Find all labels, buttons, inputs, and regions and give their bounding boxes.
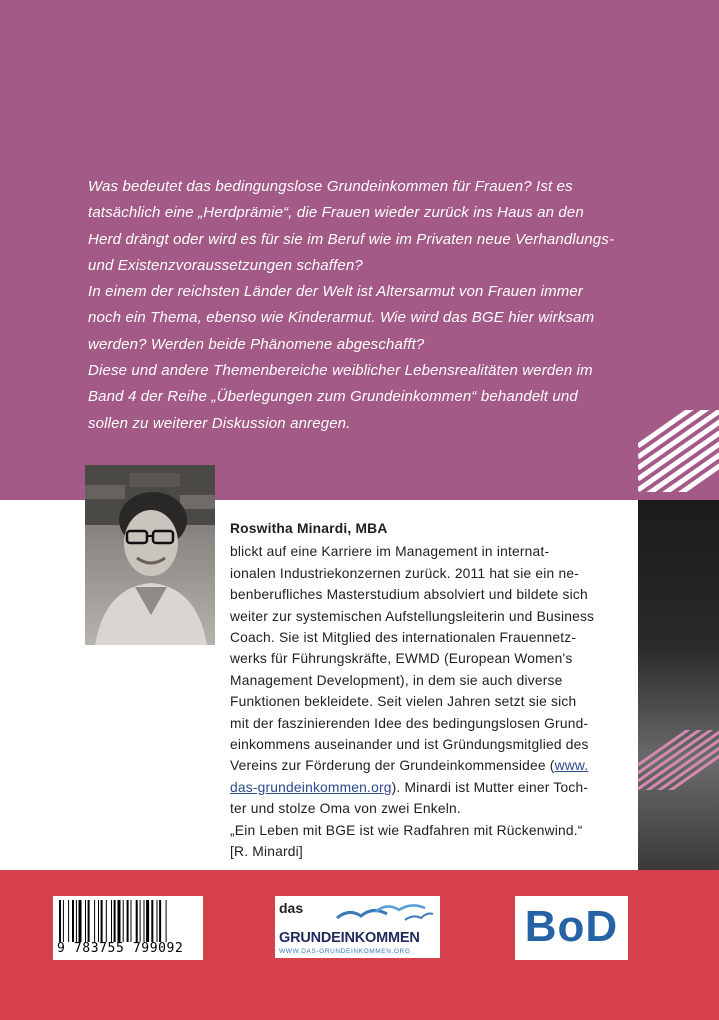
bio-line: blickt auf eine Karriere im Management in internat- <box>230 544 550 560</box>
bio-line: werks für Führungskräfte, EWMD (European Women's <box>230 651 573 667</box>
logo-text-das: das <box>279 900 304 916</box>
bio-line: ionalen Industriekonzernen zurück. 2011 hat sie ein ne- <box>230 565 579 581</box>
das-grundeinkommen-logo <box>275 896 440 958</box>
author-name: Roswitha Minardi, MBA <box>230 521 388 536</box>
author-bio <box>230 518 630 863</box>
barcode-bar <box>118 900 121 942</box>
bio-line: Management Development), in dem sie auch diverse <box>230 672 563 688</box>
author-quote: „Ein Leben mit BGE ist wie Radfahren mit Rückenwind.“ <box>230 822 583 838</box>
bio-line <box>230 755 630 776</box>
barcode-bar <box>159 900 161 942</box>
quote-source: [R. Minardi] <box>230 844 303 860</box>
isbn-barcode <box>53 896 203 960</box>
author-photo <box>85 465 215 645</box>
barcode-bar <box>59 900 61 942</box>
barcode-bar <box>63 900 64 942</box>
barcode-bar <box>101 900 103 942</box>
barcode-bar <box>136 900 138 942</box>
barcode-bar <box>111 900 112 942</box>
bio-line: ter und stolze Oma von zwei Enkeln. <box>230 801 461 817</box>
bio-line: weiter zur systemischen Aufstellungsleiterin und Business <box>230 608 595 624</box>
bio-line: Funktionen bekleidete. Seit vielen Jahren setzt sie sich <box>230 694 577 710</box>
bio-line-text: ). Minardi ist Mutter einer Toch- <box>391 779 589 795</box>
barcode-bar <box>68 900 69 942</box>
barcode-bar <box>94 900 95 942</box>
blurb-paragraph: In einem der reichsten Länder der Welt ist Altersarmut von Frauen immer noch ein Thema, ebenso wie Kinderarmut. Wie wird das BGE hier wirksam werden? Werden beide Phänomene abgeschafft? <box>88 283 595 353</box>
barcode-bar <box>157 900 158 942</box>
bio-line: mit der faszinierenden Idee des bedingungslosen Grund- <box>230 715 589 731</box>
pink-stripes-decoration <box>638 730 719 790</box>
purple-top-panel <box>0 0 719 500</box>
barcode-bar <box>106 900 107 942</box>
bio-line-text: Vereins zur Förderung der Grundeinkommensidee ( <box>230 758 555 774</box>
barcode-bar <box>76 900 77 942</box>
barcode-bar <box>131 900 132 942</box>
isbn-number: 9 783755 799092 <box>57 941 184 956</box>
website-link[interactable]: www. <box>554 758 589 774</box>
dark-side-panel <box>638 500 719 870</box>
blurb-paragraph: Was bedeutet das bedingungslose Grundeinkommen für Frauen? Ist es tatsächlich eine „Herdprämie“, die Frauen wieder zurück ins Haus an den Herd drängt oder wird es für sie im Beruf wie im Privaten neue Verhandlungs- und Existenzvoraussetzungen schaffen? <box>88 178 615 274</box>
barcode-bar <box>72 900 74 942</box>
barcode-bar <box>146 900 149 942</box>
barcode-bar <box>127 900 129 942</box>
barcode-bar <box>98 900 99 942</box>
back-cover-blurb <box>88 174 618 437</box>
bio-line <box>230 777 630 798</box>
bio-line: einkommens auseinander und ist Gründungsmitglied des <box>230 737 589 753</box>
bod-publisher-logo <box>515 896 628 960</box>
barcode-bar <box>114 900 116 942</box>
barcode-bar <box>166 900 167 942</box>
barcode-bars-icon <box>59 900 197 942</box>
logo-text-grundeinkommen: GRUNDEINKOMMEN <box>279 930 420 946</box>
blurb-paragraph: Diese und andere Themenbereiche weiblicher Lebensrealitäten werden im Band 4 der Reihe „Überlegungen zum Grundeinkommen“ behandelt und sollen zu weiterer Diskussion anregen. <box>88 362 593 432</box>
birds-icon <box>335 900 435 926</box>
barcode-bar <box>123 900 124 942</box>
website-link-cont[interactable]: das-grundeinkommen.org <box>230 779 392 795</box>
barcode-bar <box>85 900 86 942</box>
bio-line: benberufliches Masterstudium absolviert und bildete sich <box>230 587 588 603</box>
bio-line: Coach. Sie ist Mitglied des internationalen Frauennetz- <box>230 630 577 646</box>
logo-url: WWW.DAS-GRUNDEINKOMMEN.ORG <box>279 948 411 955</box>
barcode-bar <box>144 900 145 942</box>
white-stripes-decoration <box>638 410 719 492</box>
barcode-bar <box>88 900 90 942</box>
barcode-bar <box>79 900 82 942</box>
bod-logo-text: BoD <box>524 902 619 951</box>
barcode-bar <box>140 900 141 942</box>
barcode-bar <box>151 900 153 942</box>
author-bio-text <box>230 541 630 862</box>
author-portrait-icon <box>85 465 215 645</box>
